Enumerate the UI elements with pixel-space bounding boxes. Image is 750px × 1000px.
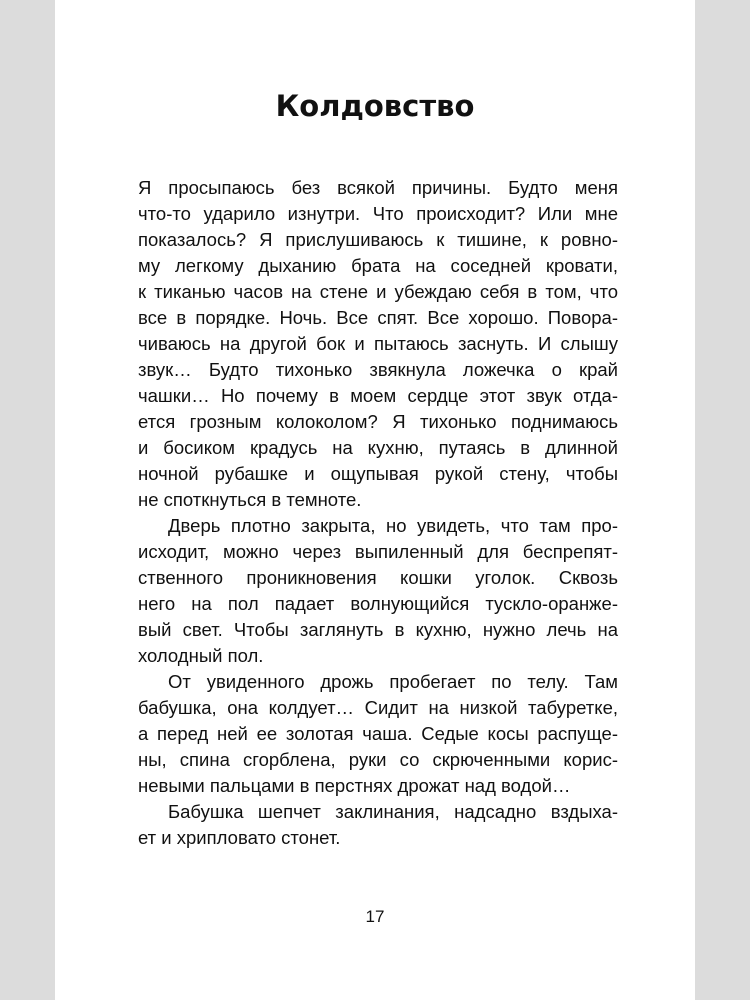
text-line: к тиканью часов на стене и убеждаю себя в том, что: [138, 281, 618, 302]
book-page: [55, 0, 695, 1000]
text-line: чашки… Но почему в моем сердце этот звук отда-: [138, 385, 618, 406]
body-text: [138, 175, 618, 851]
text-line: му легкому дыханию брата на соседней кровати,: [138, 255, 618, 276]
text-line: ственного проникновения кошки уголок. Сквозь: [138, 567, 618, 588]
text-line: Я просыпаюсь без всякой причины. Будто меня: [138, 177, 618, 198]
text-line: все в порядке. Ночь. Все спят. Все хорошо. Повора-: [138, 307, 618, 328]
paragraph: [138, 513, 618, 669]
paragraph: [138, 175, 618, 513]
text-line: Дверь плотно закрыта, но увидеть, что там про-: [168, 515, 618, 536]
text-line: ет и хрипловато стонет.: [138, 827, 341, 848]
text-line: холодный пол.: [138, 645, 264, 666]
text-line: показалось? Я прислушиваюсь к тишине, к ровно-: [138, 229, 618, 250]
chapter-title: Колдовство: [275, 89, 475, 123]
text-line: От увиденного дрожь пробегает по телу. Там: [168, 671, 618, 692]
text-line: невыми пальцами в перстнях дрожат над водой…: [138, 775, 571, 796]
text-line: звук… Будто тихонько звякнула ложечка о край: [138, 359, 618, 380]
text-line: а перед ней ее золотая чаша. Седые косы распуще-: [138, 723, 618, 744]
text-line: бабушка, она колдует… Сидит на низкой табуретке,: [138, 697, 618, 718]
page-number: 17: [365, 907, 385, 926]
text-line: чиваюсь на другой бок и пытаюсь заснуть. И слышу: [138, 333, 618, 354]
text-line: него на пол падает волнующийся тускло-оранже-: [138, 593, 618, 614]
text-line: не споткнуться в темноте.: [138, 489, 362, 510]
text-line: ется грозным колоколом? Я тихонько поднимаюсь: [138, 411, 618, 432]
text-line: что-то ударило изнутри. Что происходит? Или мне: [138, 203, 618, 224]
text-line: исходит, можно через выпиленный для беспрепят-: [138, 541, 618, 562]
text-line: вый свет. Чтобы заглянуть в кухню, нужно лечь на: [138, 619, 618, 640]
text-line: ночной рубашке и ощупывая рукой стену, чтобы: [138, 463, 618, 484]
paragraph: [138, 669, 618, 799]
text-line: Бабушка шепчет заклинания, надсадно вздыха-: [168, 801, 618, 822]
paragraph: [138, 799, 618, 851]
text-line: и босиком крадусь на кухню, путаясь в длинной: [138, 437, 618, 458]
text-line: ны, спина сгорблена, руки со скрюченными кориc-: [138, 749, 618, 770]
